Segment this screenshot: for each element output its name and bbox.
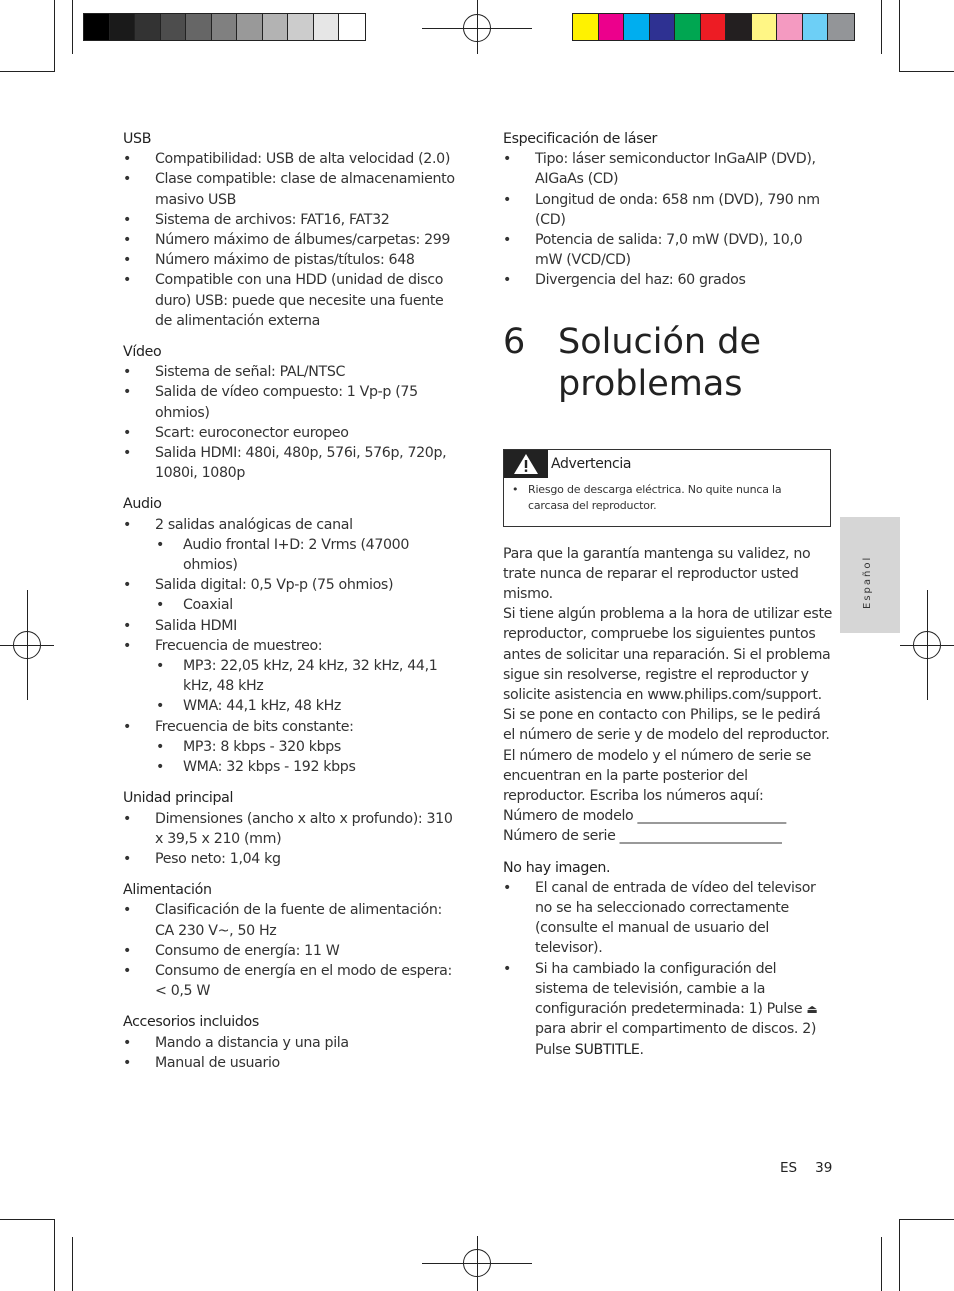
- section-title: Especificación de láser: [503, 131, 657, 147]
- list-item: • Sistema de señal: PAL/NTSC: [123, 362, 463, 382]
- item-text: para abrir el compartimento de discos. 2) Pulse: [535, 1021, 817, 1058]
- crop-mark: [899, 1219, 900, 1291]
- chapter-title: Solución de problemas: [558, 321, 761, 404]
- list-item: • Sistema de archivos: FAT16, FAT32: [123, 210, 463, 230]
- list-item: • Potencia de salida: 7,0 mW (DVD), 10,0 mW (VCD/CD): [503, 230, 833, 270]
- list-item: • El canal de entrada de vídeo del televisor no se ha seleccionado correctamente (consulte el manual de usuario del televisor).: [503, 878, 833, 959]
- item-text: .: [639, 1041, 644, 1058]
- warning-list: [512, 482, 822, 514]
- spec-list: [123, 362, 463, 483]
- spec-list: [123, 900, 463, 1001]
- crop-mark: [899, 71, 954, 72]
- list-item: • Frecuencia de muestreo:: [123, 636, 463, 656]
- spec-list: [123, 809, 463, 870]
- list-item: • Peso neto: 1,04 kg: [123, 849, 463, 869]
- color-swatch: [212, 14, 238, 40]
- warning-triangle-icon: [504, 450, 548, 478]
- color-swatch: [186, 14, 212, 40]
- crop-mark: [0, 1219, 54, 1220]
- list-item: • Manual de usuario: [123, 1053, 463, 1073]
- color-swatch: [675, 14, 701, 40]
- list-item: • Clasificación de la fuente de alimentación: CA 230 V~, 50 Hz: [123, 900, 463, 940]
- list-item: • WMA: 44,1 kHz, 48 kHz: [123, 696, 463, 716]
- list-item: • Consumo de energía en el modo de espera: < 0,5 W: [123, 961, 463, 1001]
- crop-mark: [881, 0, 882, 54]
- list-item: • Compatibilidad: USB de alta velocidad (2.0): [123, 149, 463, 169]
- spec-list: [123, 149, 463, 331]
- registration-line: [477, 0, 478, 54]
- list-item: • WMA: 32 kbps - 192 kbps: [123, 757, 463, 777]
- registration-line: [927, 590, 928, 700]
- list-item: • Compatible con una HDD (unidad de disco duro) USB: puede que necesite una fuente de alimentación externa: [123, 270, 463, 331]
- warning-text: • Riesgo de descarga eléctrica. No quite nunca la carcasa del reproductor.: [512, 482, 822, 514]
- color-swatch: [110, 14, 136, 40]
- section-title: USB: [123, 131, 152, 147]
- list-item: • Salida digital: 0,5 Vp-p (75 ohmios): [123, 575, 463, 595]
- list-item: • Coaxial: [123, 595, 463, 615]
- process-color-bar: [572, 13, 855, 41]
- list-item: • Longitud de onda: 658 nm (DVD), 790 nm (CD): [503, 190, 833, 230]
- color-swatch: [263, 14, 289, 40]
- list-item: • Dimensiones (ancho x alto x profundo): 310 x 39,5 x 210 (mm): [123, 809, 463, 849]
- laser-spec-list: [503, 149, 833, 290]
- eject-icon: ⏏: [806, 1002, 818, 1017]
- registration-line: [27, 590, 28, 700]
- list-item: • Frecuencia de bits constante:: [123, 717, 463, 737]
- color-swatch: [777, 14, 803, 40]
- item-text: Si ha cambiado la configuración del sistema de televisión, cambie a la configuración predeterminada: 1) Pulse: [535, 960, 803, 1018]
- grayscale-color-bar: [83, 13, 366, 41]
- warning-header: [504, 450, 631, 478]
- color-swatch: [314, 14, 340, 40]
- list-item: • Tipo: láser semiconductor InGaAIP (DVD), AIGaAs (CD): [503, 149, 833, 189]
- list-item: • Salida de vídeo compuesto: 1 Vp-p (75 ohmios): [123, 382, 463, 422]
- warning-box: [503, 449, 831, 527]
- troubleshooting-intro: [503, 544, 833, 847]
- section-title: No hay imagen.: [503, 859, 611, 876]
- page-footer: [780, 1160, 832, 1176]
- color-swatch: [624, 14, 650, 40]
- list-item: • Mando a distancia y una pila: [123, 1033, 463, 1053]
- color-swatch: [650, 14, 676, 40]
- list-item: • Audio frontal I+D: 2 Vrms (47000 ohmios): [123, 535, 463, 575]
- subtitle-key-label: SUBTITLE: [574, 1041, 640, 1058]
- crop-mark: [0, 71, 54, 72]
- spec-section: [123, 880, 463, 1001]
- list-item: • Divergencia del haz: 60 grados: [503, 270, 833, 290]
- list-item: • Salida HDMI: 480i, 480p, 576i, 576p, 720p, 1080i, 1080p: [123, 443, 463, 483]
- list-item: • Número máximo de pistas/títulos: 648: [123, 250, 463, 270]
- list-item: • MP3: 22,05 kHz, 24 kHz, 32 kHz, 44,1 kHz, 48 kHz: [123, 656, 463, 696]
- spec-list: [123, 1033, 463, 1073]
- color-swatch: [288, 14, 314, 40]
- laser-spec-section: [503, 129, 833, 291]
- color-swatch: [701, 14, 727, 40]
- crop-mark: [899, 0, 900, 72]
- spec-section: [123, 342, 463, 483]
- paragraph: Número de modelo ______________________: [503, 808, 786, 825]
- crop-mark: [899, 1219, 954, 1220]
- color-swatch: [828, 14, 854, 40]
- color-swatch: [599, 14, 625, 40]
- footer-language: ES: [780, 1160, 798, 1176]
- page-number: 39: [815, 1160, 833, 1176]
- list-item: [503, 959, 833, 1060]
- color-swatch: [573, 14, 599, 40]
- color-swatch: [84, 14, 110, 40]
- warning-title: Advertencia: [551, 455, 632, 472]
- section-title: Audio: [123, 496, 162, 513]
- list-item: • Scart: euroconector europeo: [123, 423, 463, 443]
- list-item: • Consumo de energía: 11 W: [123, 941, 463, 961]
- crop-mark: [881, 1237, 882, 1291]
- right-column: [503, 129, 833, 1071]
- section-title: Vídeo: [123, 344, 162, 361]
- no-image-list: [503, 878, 833, 1060]
- spec-section: [123, 129, 463, 331]
- specifications-left-column: [123, 129, 463, 1084]
- color-swatch: [339, 14, 365, 40]
- registration-line: [477, 1236, 478, 1291]
- color-swatch: [161, 14, 187, 40]
- paragraph: Para que la garantía mantenga su validez, no trate nunca de reparar el reproductor usted mismo.: [503, 545, 811, 603]
- color-swatch: [135, 14, 161, 40]
- paragraph: Número de serie ________________________: [503, 828, 782, 845]
- list-item: • Clase compatible: clase de almacenamiento masivo USB: [123, 169, 463, 209]
- no-image-section: [503, 858, 833, 1060]
- color-swatch: [726, 14, 752, 40]
- list-item: • MP3: 8 kbps - 320 kbps: [123, 737, 463, 757]
- section-title: Unidad principal: [123, 790, 234, 807]
- crop-mark: [72, 1237, 73, 1291]
- language-side-tab: [840, 517, 900, 633]
- section-title: Alimentación: [123, 882, 212, 899]
- crop-mark: [54, 1219, 55, 1291]
- side-tab-label: Español: [862, 555, 873, 609]
- chapter-heading: [503, 321, 833, 405]
- list-item: • 2 salidas analógicas de canal: [123, 515, 463, 535]
- chapter-number: 6: [503, 321, 526, 362]
- paragraph: Si se pone en contacto con Philips, se le pedirá el número de serie y de modelo del reproductor. El número de modelo y el número de serie se encuentran en la parte posterior del reproductor. Escriba los números aquí:: [503, 707, 830, 805]
- spec-section: [123, 1012, 463, 1073]
- list-item: • Número máximo de álbumes/carpetas: 299: [123, 230, 463, 250]
- color-swatch: [803, 14, 829, 40]
- spec-section: [123, 788, 463, 869]
- section-title: Accesorios incluidos: [123, 1014, 259, 1031]
- color-swatch: [752, 14, 778, 40]
- crop-mark: [72, 0, 73, 54]
- color-swatch: [237, 14, 263, 40]
- crop-mark: [54, 0, 55, 72]
- spec-section: [123, 494, 463, 777]
- paragraph: Si tiene algún problema a la hora de utilizar este reproductor, compruebe los siguientes puntos antes de solicitar una reparación. Si el problema sigue sin resolverse, registre el reproductor y solicite asistencia en www.philips.com/support.: [503, 606, 833, 704]
- spec-list: [123, 515, 463, 778]
- list-item: • Salida HDMI: [123, 616, 463, 636]
